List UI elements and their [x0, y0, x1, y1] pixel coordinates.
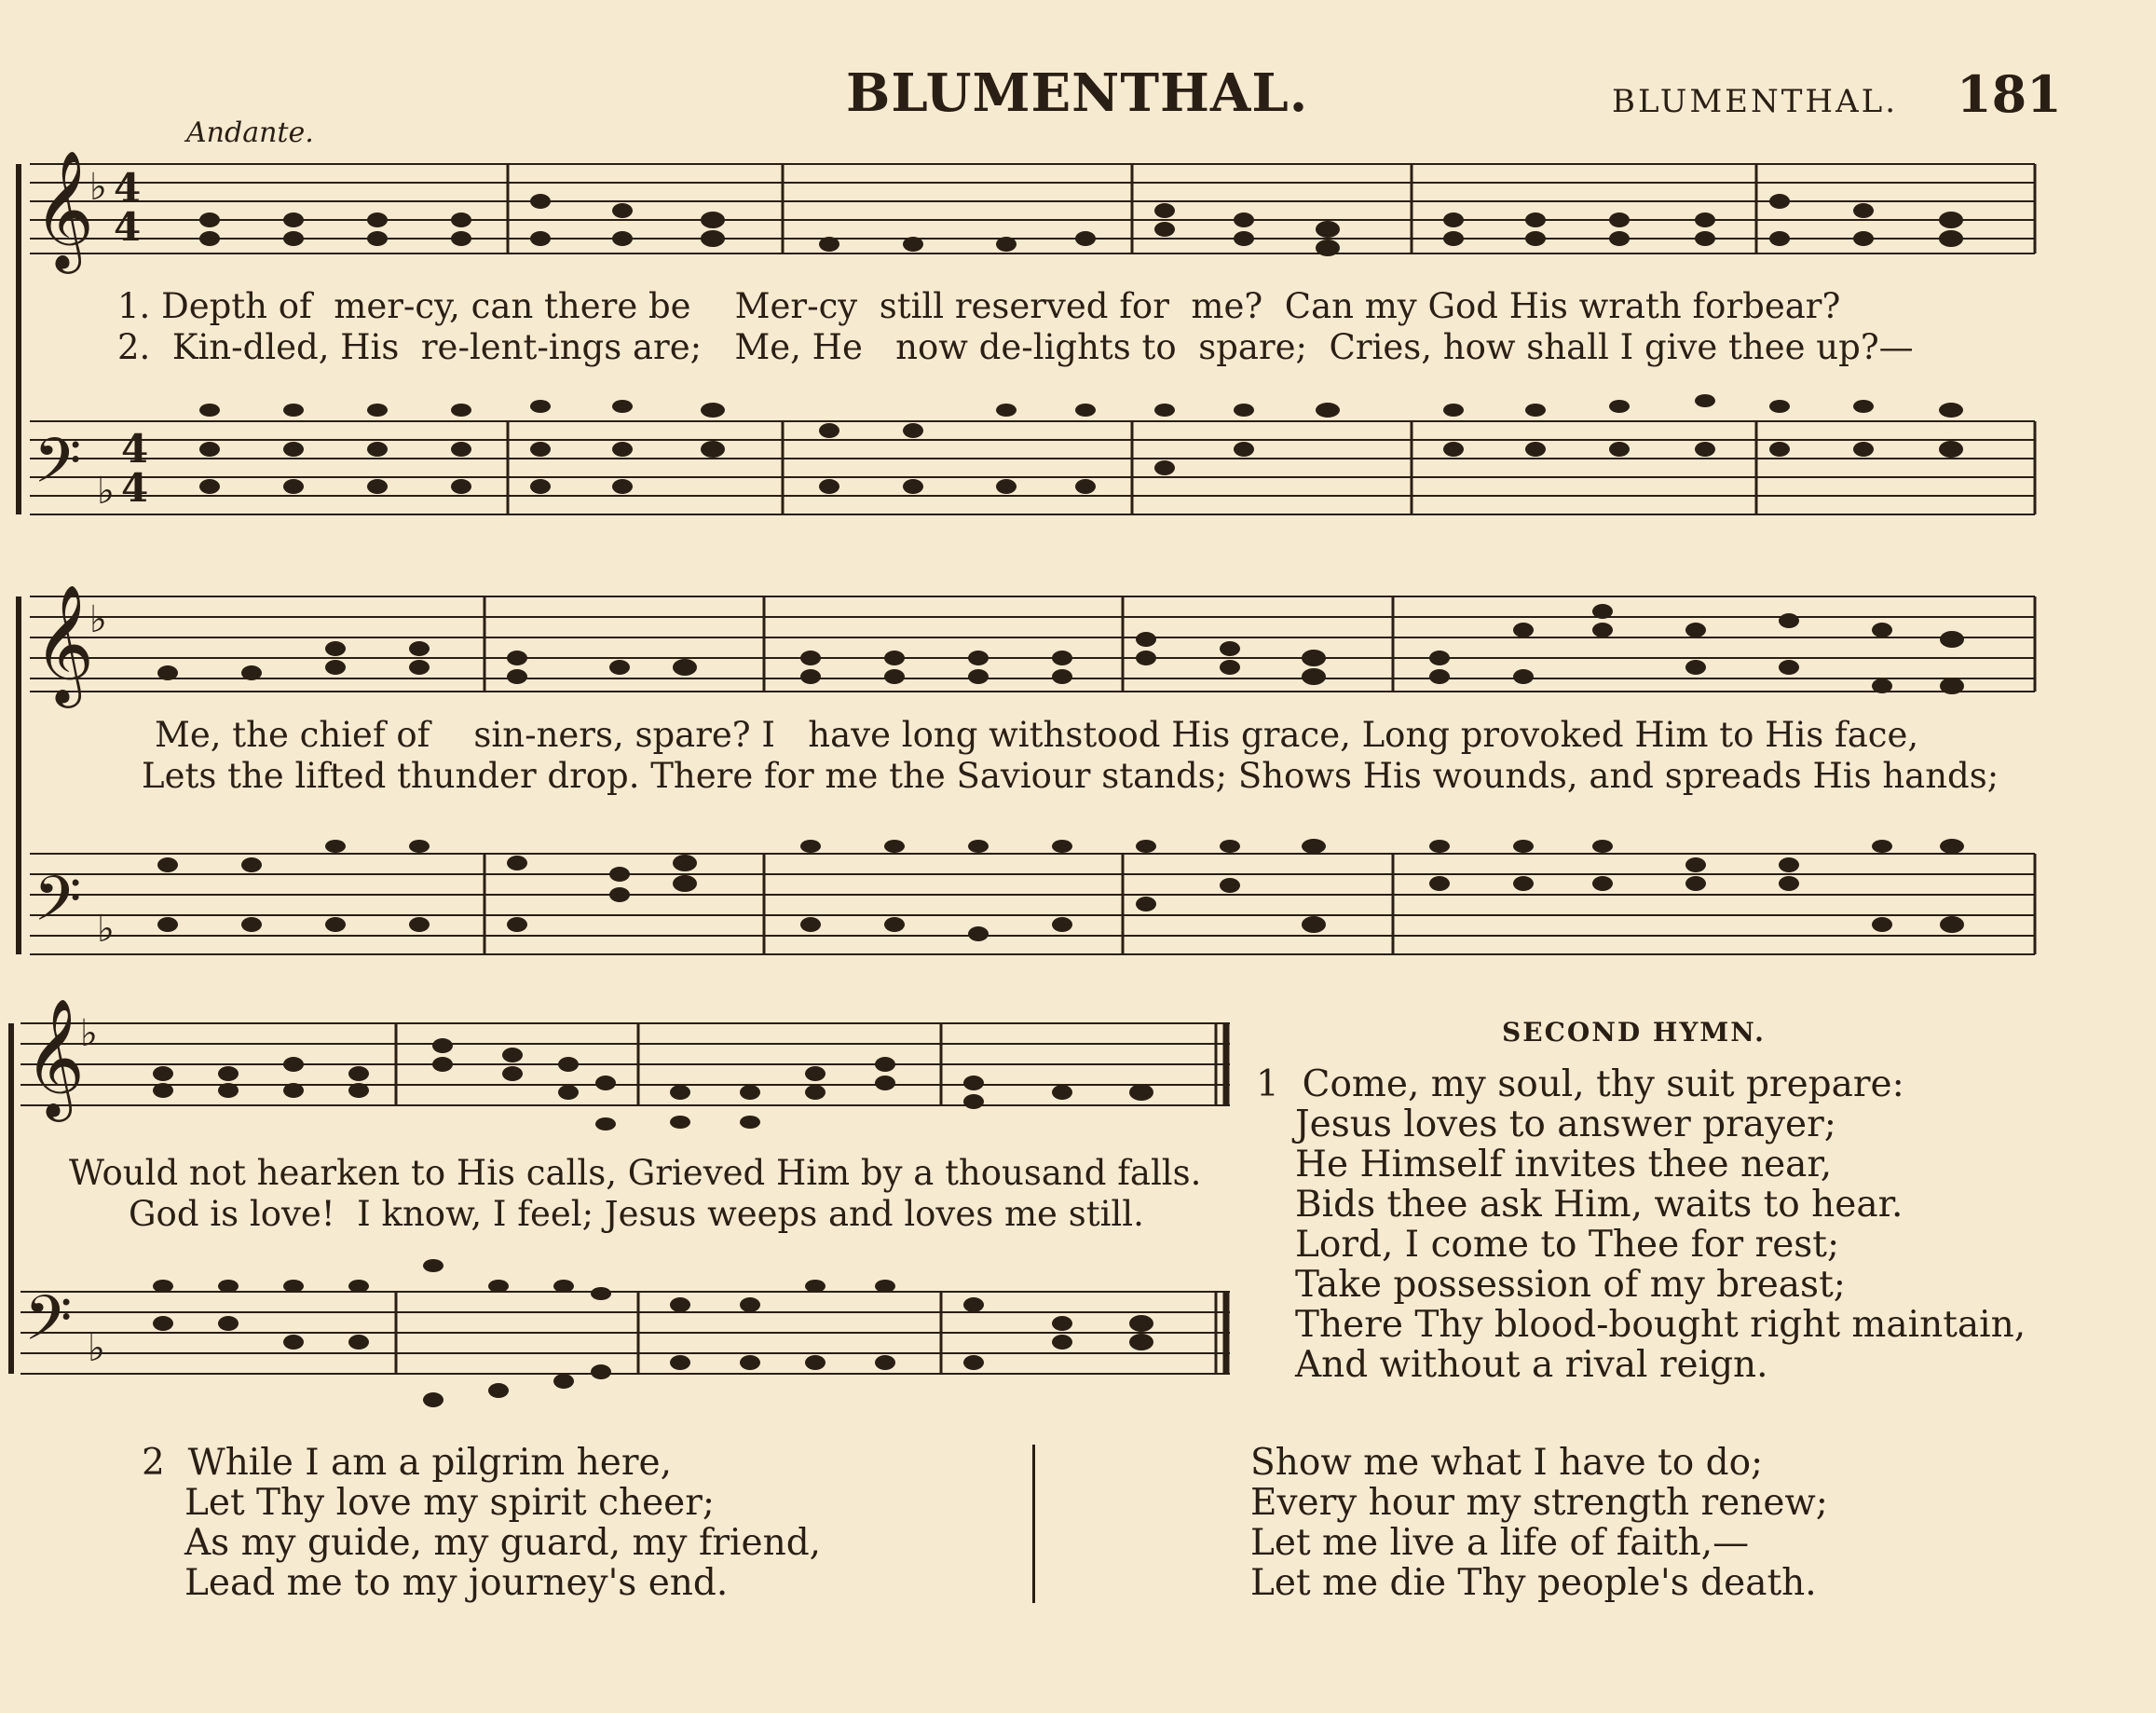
hymn-line: And without a rival reign.: [1295, 1344, 1768, 1386]
hymn-title: BLUMENTHAL.: [846, 62, 1309, 124]
staff-bass-3: [20, 1292, 1230, 1374]
hymn-line: Jesus loves to answer prayer;: [1295, 1103, 1836, 1145]
svg-text:♭: ♭: [97, 470, 115, 513]
hymn-line: Let me live a life of faith,—: [1250, 1522, 1750, 1564]
svg-text:♭: ♭: [89, 166, 107, 209]
bass-clef: 𝄢: [24, 1282, 73, 1369]
svg-text:♭: ♭: [89, 598, 107, 641]
hymn-line: Lead me to my journey's end.: [184, 1562, 729, 1604]
hymn-line: 1 Come, my soul, thy suit prepare:: [1256, 1063, 1904, 1105]
page-number: 181: [1957, 64, 2062, 124]
bass-clef: 𝄢: [34, 863, 82, 950]
hymn-line: There Thy blood-bought right maintain,: [1295, 1304, 2026, 1346]
hymn-line: Let me die Thy people's death.: [1250, 1562, 1817, 1604]
bass-clef: 𝄢: [34, 425, 82, 512]
hymn-line: As my guide, my guard, my friend,: [184, 1522, 822, 1564]
hymn-line: Lord, I come to Thee for rest;: [1295, 1224, 1840, 1266]
running-title: BLUMENTHAL.: [1612, 83, 1899, 120]
hymn-line: He Himself invites thee near,: [1295, 1144, 1833, 1185]
treble-clef: 𝄞: [24, 997, 86, 1117]
hymn-line: Bids thee ask Him, waits to hear.: [1295, 1184, 1904, 1226]
hymn-line: Show me what I have to do;: [1250, 1442, 1764, 1484]
svg-text:♭: ♭: [80, 1012, 98, 1055]
staff-treble-1: [30, 164, 2035, 254]
hymn-line: Let Thy love my spirit cheer;: [184, 1482, 716, 1524]
hymn-line: 2 While I am a pilgrim here,: [142, 1442, 673, 1484]
svg-text:♭: ♭: [97, 908, 115, 951]
lyric-line: Lets the lifted thunder drop. There for me the Saviour stands; Shows His wounds, and spreads His hands;: [142, 756, 1999, 796]
tempo-marking: Andante.: [186, 116, 314, 149]
svg-text:4: 4: [121, 465, 149, 511]
svg-text:4: 4: [114, 204, 142, 250]
lyric-line: 2. Kin-dled, His re-lent-ings are; Me, He now de-lights to spare; Cries, how shall I give thee up?—: [117, 327, 1914, 367]
svg-text:4: 4: [114, 165, 142, 211]
svg-text:♭: ♭: [88, 1327, 105, 1370]
column-divider: [1032, 1445, 1035, 1603]
second-hymn-heading: SECOND HYMN.: [1502, 1017, 1766, 1048]
lyric-line: Me, the chief of sin-ners, spare? I have long withstood His grace, Long provoked Him to His face,: [155, 715, 1919, 755]
svg-text:4: 4: [121, 426, 149, 472]
system-brackets: [11, 164, 19, 1374]
hymn-line: Take possession of my breast;: [1295, 1264, 1846, 1306]
staff-bass-2: [30, 854, 2035, 954]
treble-clef: 𝄞: [34, 149, 95, 268]
lyric-line: 1. Depth of mer-cy, can there be Mer-cy still reserved for me? Can my God His wrath forbear?: [117, 286, 1841, 326]
staff-bass-1: [30, 421, 2035, 514]
hymn-line: Every hour my strength renew;: [1250, 1482, 1828, 1524]
treble-clef: 𝄞: [34, 583, 95, 703]
lyric-line: Would not hearken to His calls, Grieved Him by a thousand falls.: [69, 1153, 1202, 1193]
lyric-line: God is love! I know, I feel; Jesus weeps and loves me still.: [129, 1194, 1144, 1234]
staff-treble-3: [20, 1023, 1230, 1105]
